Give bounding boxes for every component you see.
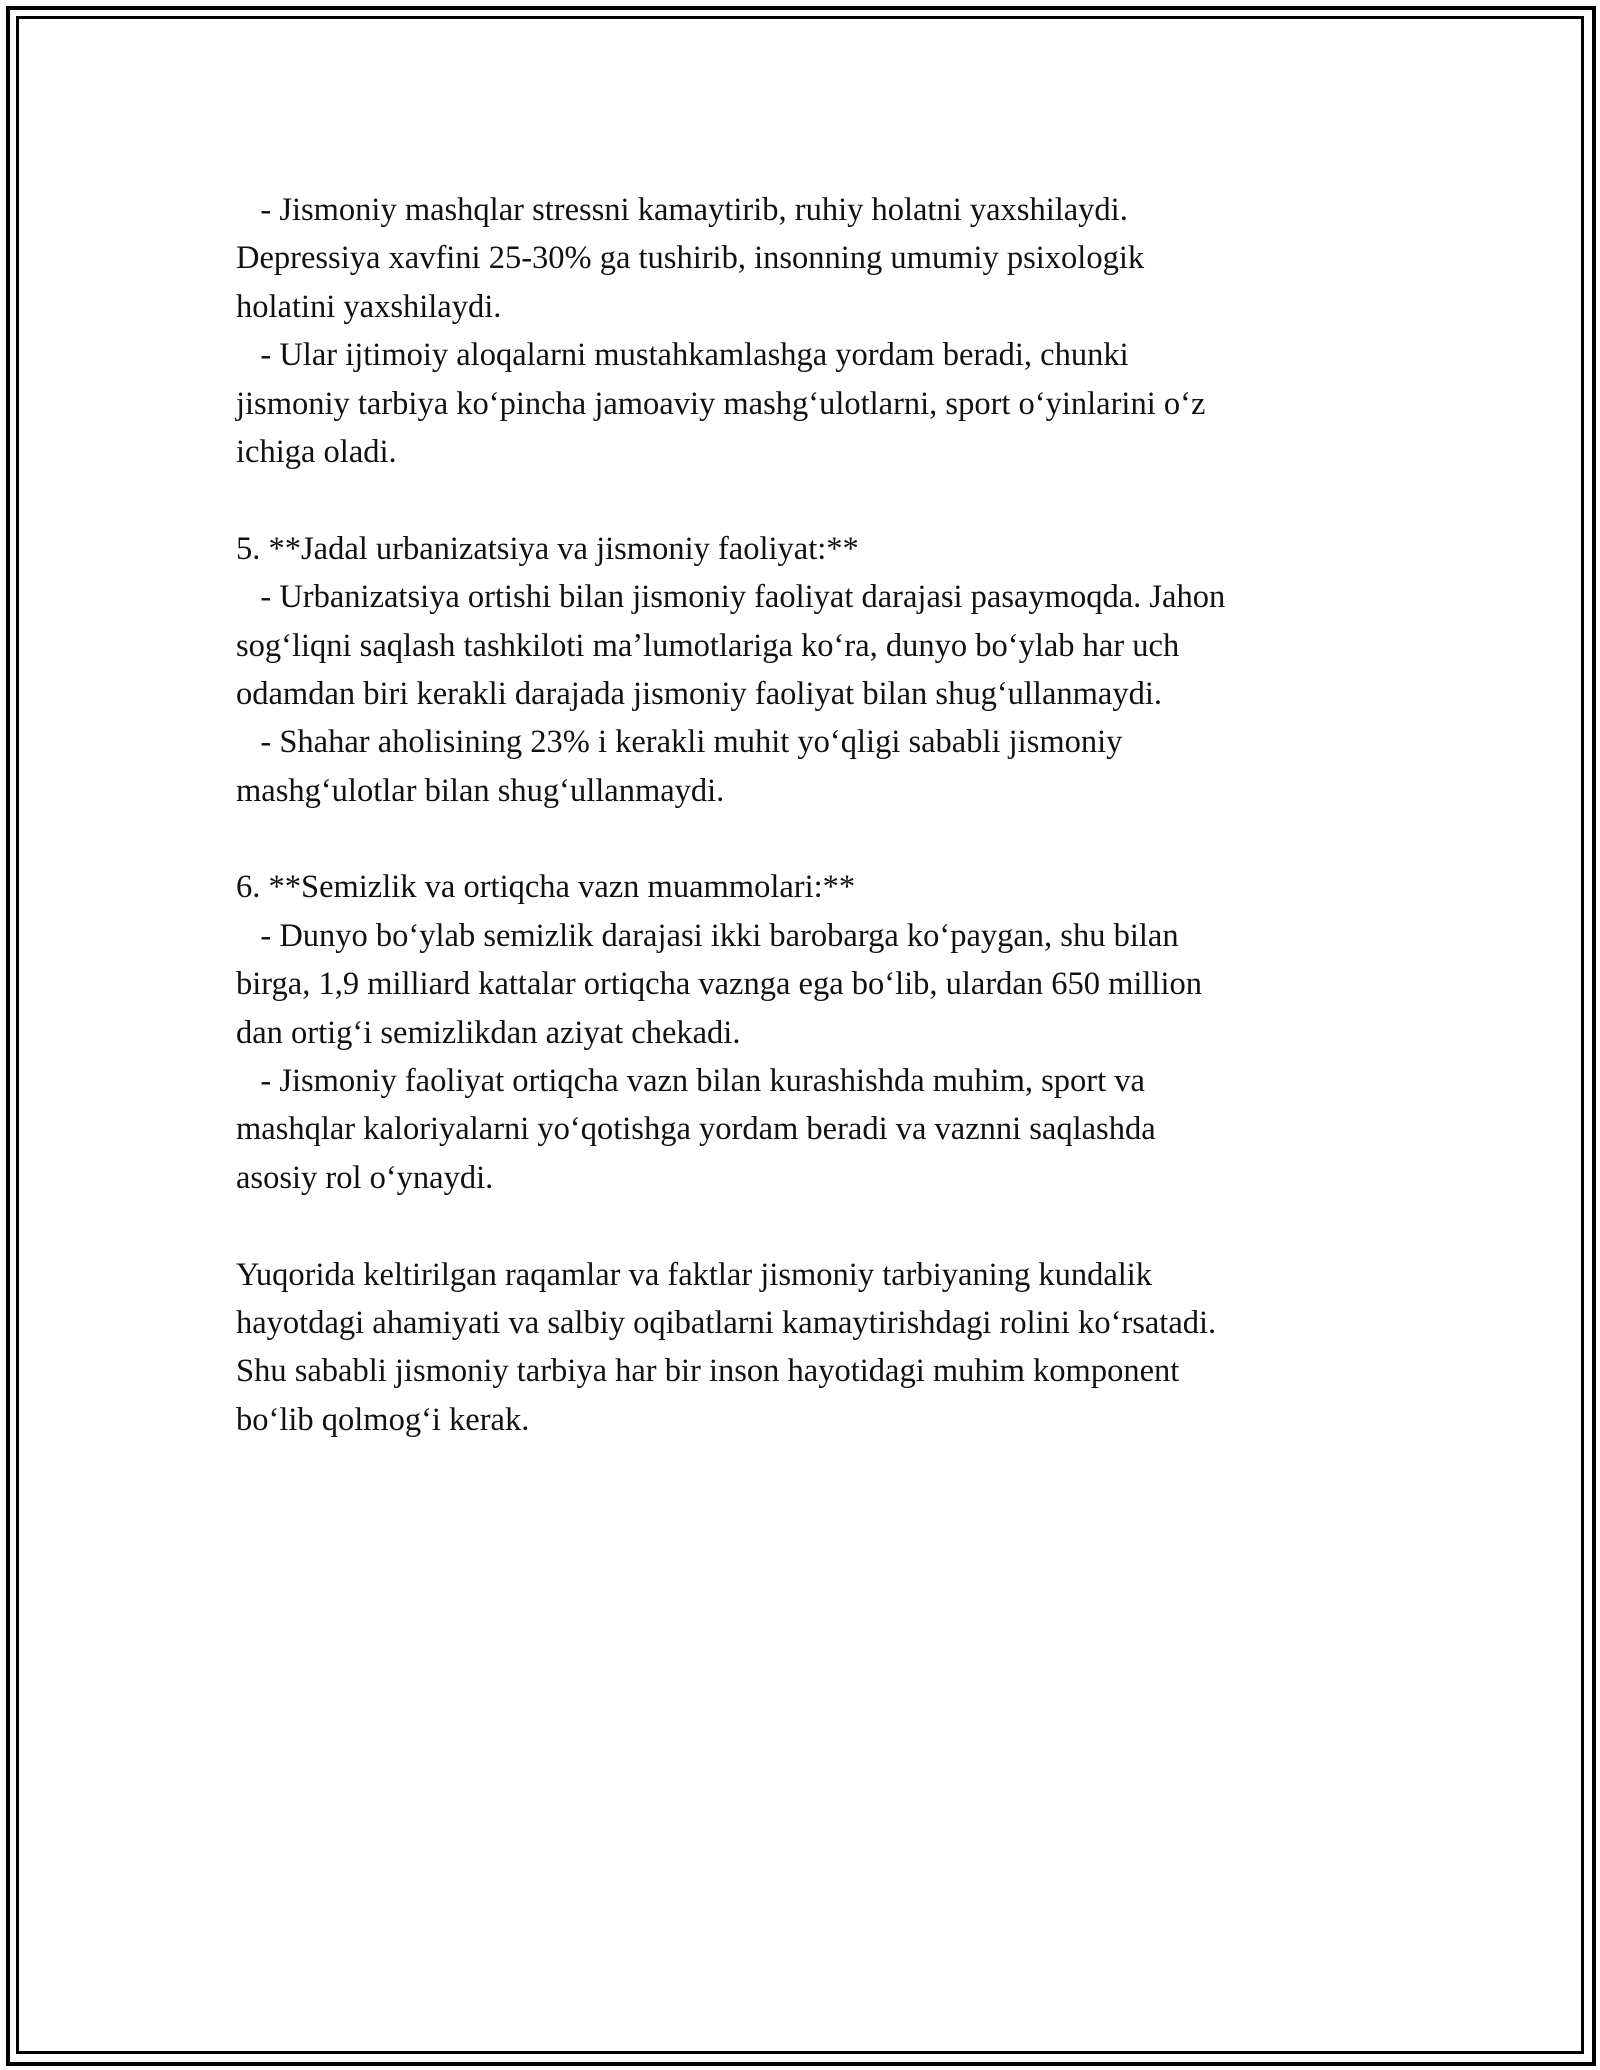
text-line: asosiy rol oʻynaydi. bbox=[236, 1159, 494, 1196]
text-line: Shu sababli jismoniy tarbiya har bir inson hayotidagi muhim komponent bbox=[236, 1353, 1180, 1390]
text-line: birga, 1,9 milliard kattalar ortiqcha vaznga ega boʻlib, ulardan 650 million bbox=[236, 966, 1202, 1003]
text-line: - Dunyo boʻylab semizlik darajasi ikki barobarga koʻpaygan, shu bilan bbox=[236, 917, 1179, 954]
section-heading: 6. **Semizlik va ortiqcha vazn muammolari:** bbox=[236, 869, 856, 906]
text-line: - Jismoniy faoliyat ortiqcha vazn bilan kurashishda muhim, sport va bbox=[236, 1063, 1145, 1100]
section-obesity bbox=[236, 863, 1366, 1202]
text-line: boʻlib qolmogʻi kerak. bbox=[236, 1401, 530, 1438]
text-line: odamdan biri kerakli darajada jismoniy faoliyat bilan shugʻullanmaydi. bbox=[236, 675, 1162, 712]
text-line: dan ortigʻi semizlikdan aziyat chekadi. bbox=[236, 1014, 741, 1051]
text-line: - Ular ijtimoiy aloqalarni mustahkamlashga yordam beradi, chunki bbox=[236, 337, 1129, 374]
text-line: ichiga oladi. bbox=[236, 433, 397, 470]
section-urbanization bbox=[236, 525, 1366, 815]
text-line: jismoniy tarbiya koʻpincha jamoaviy mashgʻulotlarni, sport oʻyinlarini oʻz bbox=[236, 385, 1206, 422]
section-heading: 5. **Jadal urbanizatsiya va jismoniy faoliyat:** bbox=[236, 530, 859, 567]
text-line: holatini yaxshilaydi. bbox=[236, 288, 502, 325]
paragraph-psychological-benefits bbox=[236, 186, 1366, 476]
text-line: - Shahar aholisining 23% i kerakli muhit yoʻqligi sababli jismoniy bbox=[236, 724, 1123, 761]
text-line: mashgʻulotlar bilan shugʻullanmaydi. bbox=[236, 772, 725, 809]
text-line: - Jismoniy mashqlar stressni kamaytirib, ruhiy holatni yaxshilaydi. bbox=[236, 192, 1128, 228]
text-line: - Urbanizatsiya ortishi bilan jismoniy faoliyat darajasi pasaymoqda. Jahon bbox=[236, 579, 1226, 616]
text-line: hayotdagi ahamiyati va salbiy oqibatlarni kamaytirishdagi rolini koʻrsatadi. bbox=[236, 1304, 1217, 1341]
text-line: sogʻliqni saqlash tashkiloti maʼlumotlariga koʻra, dunyo boʻylab har uch bbox=[236, 627, 1180, 664]
document-body bbox=[236, 186, 1366, 1444]
text-line: Yuqorida keltirilgan raqamlar va faktlar jismoniy tarbiyaning kundalik bbox=[236, 1256, 1153, 1293]
paragraph-conclusion bbox=[236, 1251, 1366, 1445]
paragraph-spacer bbox=[236, 815, 1366, 863]
text-line: Depressiya xavfini 25-30% ga tushirib, insonning umumiy psixologik bbox=[236, 240, 1145, 277]
paragraph-spacer bbox=[236, 1202, 1366, 1250]
text-line: mashqlar kaloriyalarni yoʻqotishga yordam beradi va vaznni saqlashda bbox=[236, 1111, 1156, 1148]
paragraph-spacer bbox=[236, 476, 1366, 524]
